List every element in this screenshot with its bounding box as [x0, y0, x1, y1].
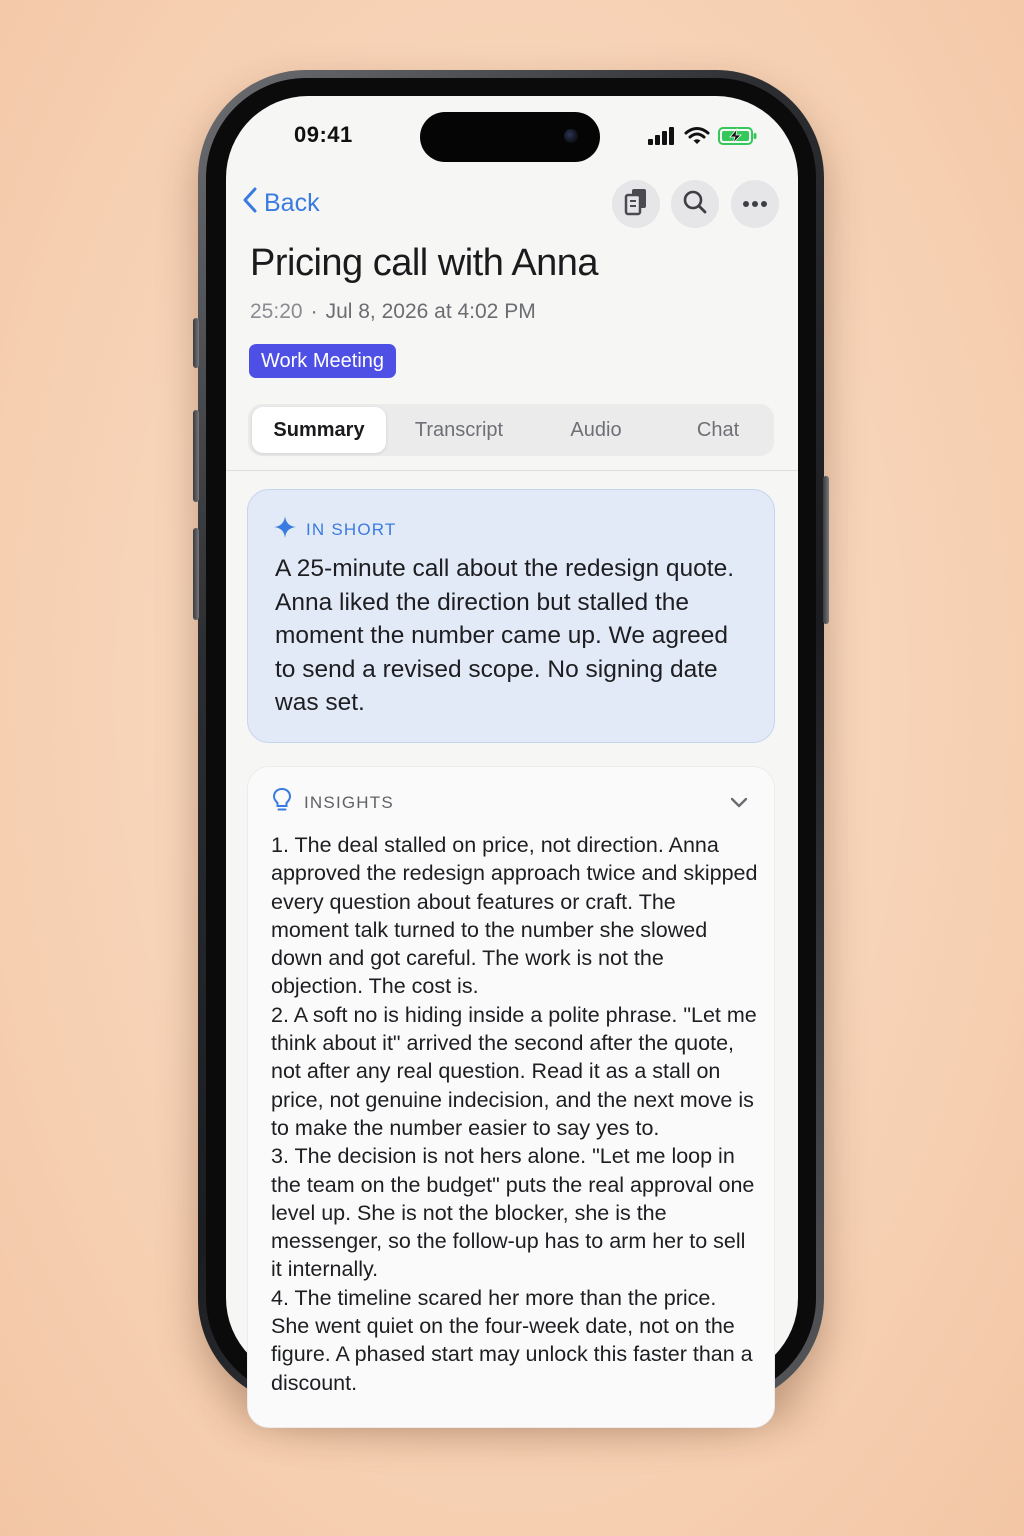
insights-card: [247, 766, 775, 1428]
collapse-button[interactable]: [726, 789, 752, 815]
lightbulb-icon: [272, 787, 292, 818]
copy-icon: [623, 187, 649, 222]
dynamic-island: [420, 112, 600, 162]
tab-summary[interactable]: Summary: [252, 407, 386, 453]
battery-charging-icon: [718, 126, 758, 151]
navigation-bar: [226, 180, 798, 236]
power-button: [823, 476, 829, 624]
tab-chat[interactable]: Chat: [696, 419, 740, 441]
insight-item: 1. The deal stalled on price, not direction. Anna approved the redesign approach twice and skipped every question about features or craft. The moment talk turned to the number she slowed down and got careful. The work is not the objection. The cost is.: [271, 833, 758, 999]
recording-duration: 25:20: [250, 300, 303, 323]
tab-bar: [248, 404, 774, 456]
status-icons: [648, 126, 758, 151]
phone-screen: [226, 96, 798, 1395]
insight-item: 3. The decision is not hers alone. "Let me loop in the team on the budget" puts the real approval one level up. She is not the blocker, she is the messenger, so the follow-up has to arm her to sell it internally.: [271, 1144, 755, 1282]
category-tag[interactable]: Work Meeting: [249, 344, 396, 378]
cellular-signal-icon: [648, 127, 676, 150]
front-camera: [564, 129, 578, 143]
insights-header: [272, 787, 394, 818]
wifi-icon: [684, 126, 710, 151]
tab-transcript[interactable]: Transcript: [414, 419, 504, 441]
in-short-header: [274, 516, 397, 543]
more-icon: [742, 195, 768, 213]
sparkle-icon: [274, 516, 296, 543]
action-button: [193, 318, 199, 368]
in-short-heading: IN SHORT: [306, 519, 397, 539]
chevron-down-icon: [726, 802, 752, 819]
volume-down-button: [193, 528, 199, 620]
tab-audio[interactable]: Audio: [570, 419, 622, 441]
meta-separator: ·: [310, 300, 318, 323]
volume-up-button: [193, 410, 199, 502]
recording-meta: [250, 300, 536, 324]
copy-button[interactable]: [612, 180, 660, 228]
recording-date: Jul 8, 2026 at 4:02 PM: [325, 300, 536, 323]
page-title: Pricing call with Anna: [250, 242, 599, 284]
insight-item: 4. The timeline scared her more than the price. She went quiet on the four-week date, not on the figure. A phased start may unlock this faster than a discount.: [271, 1285, 753, 1395]
chevron-left-icon: [242, 186, 258, 221]
in-short-card: [247, 489, 775, 743]
search-button[interactable]: [671, 180, 719, 228]
status-time: 09:41: [294, 122, 353, 147]
more-button[interactable]: [731, 180, 779, 228]
back-button[interactable]: [242, 186, 320, 221]
header-divider: [226, 470, 798, 471]
insights-heading: INSIGHTS: [304, 792, 394, 812]
search-icon: [682, 189, 708, 220]
back-label: Back: [264, 189, 320, 217]
in-short-text: A 25-minute call about the redesign quote. Anna liked the direction but stalled the moment the number came up. We agreed to send a revised scope. No signing date was set.: [275, 555, 735, 716]
insight-item: 2. A soft no is hiding inside a polite phrase. "Let me think about it" arrived the second after the quote, not after any real question. Read it as a stall on price, not genuine indecision, and the next move is to make the number easier to say yes to.: [271, 1002, 757, 1140]
insights-list: [271, 831, 759, 1397]
